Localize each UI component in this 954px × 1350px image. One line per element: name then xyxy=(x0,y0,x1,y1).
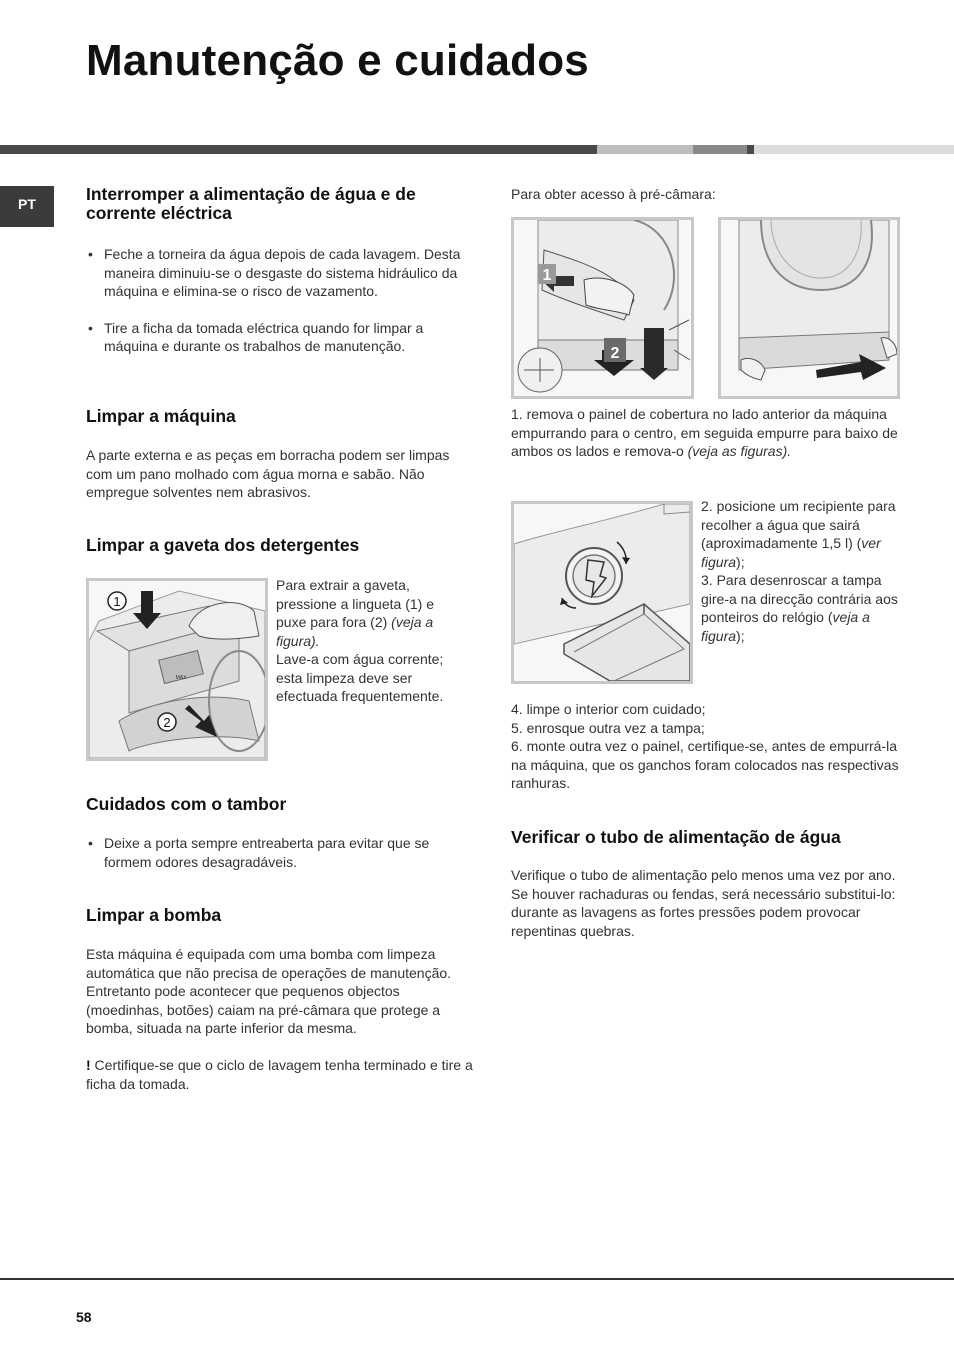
left-column xyxy=(86,185,476,356)
callout-label-1: 1 xyxy=(542,267,552,284)
section-title-interromper: Interromper a alimentação de água e de corrente eléctrica xyxy=(86,184,416,223)
header-band-dark xyxy=(0,145,597,154)
figure-reference: veja a figura xyxy=(701,609,870,644)
figure-reference: (veja a figura). xyxy=(276,614,434,649)
section-title-bomba: Limpar a bomba xyxy=(86,905,222,925)
section-title-limpar-maquina: Limpar a máquina xyxy=(86,406,236,426)
callout-label-2: 2 xyxy=(163,715,171,730)
section-title-tambor: Cuidados com o tambor xyxy=(86,794,287,814)
panel-removal-illustration-2 xyxy=(721,220,897,396)
intro-text: Para obter acesso à pré-câmara: xyxy=(511,186,716,202)
footer-divider xyxy=(0,1278,954,1280)
language-tab: PT xyxy=(0,186,54,227)
section-title-gaveta: Limpar a gaveta dos detergentes xyxy=(86,535,360,555)
body-text: Lave-a com água corrente; esta limpeza deve ser efectuada frequentemente. xyxy=(276,651,444,704)
drawer-text xyxy=(276,576,462,706)
steps-4-6-text xyxy=(511,700,903,793)
panel-removal-illustration-1 xyxy=(514,220,691,396)
callout-label-2: 2 xyxy=(610,345,620,362)
step-4-text: 4. limpe o interior com cuidado; xyxy=(511,701,706,717)
body-text: Para extrair a gaveta, pressione a lingueta (1) e puxe para fora (2) xyxy=(276,577,434,630)
section-title-tubo: Verificar o tubo de alimentação de água xyxy=(511,827,841,847)
warning-mark: ! xyxy=(86,1057,91,1073)
header-band-dark2 xyxy=(693,145,747,154)
figure-reference: (veja as figuras). xyxy=(687,443,792,459)
step-1-text: 1. remova o painel de cobertura no lado anterior da máquina empurrando para o centro, em seguida empurre para baixo de ambos os lados e remova-o (veja as figuras). xyxy=(511,406,898,459)
header-band-light xyxy=(754,145,954,154)
drawer-figure xyxy=(86,578,268,761)
callout-label-1: 1 xyxy=(113,594,121,609)
bullet-text: • Tire a ficha da tomada eléctrica quando for limpar a máquina e durante os trabalhos de manutenção. xyxy=(86,319,476,356)
header-band-notch xyxy=(747,145,754,154)
bullet-text: • Deixe a porta sempre entreaberta para evitar que se formem odores desagradáveis. xyxy=(86,834,479,871)
warning-text: ! Certifique-se que o ciclo de lavagem tenha terminado e tire a ficha da tomada. xyxy=(86,1057,473,1092)
body-text: Esta máquina é equipada com uma bomba com limpeza automática que não precisa de operações de manutenção. Entretanto pode acontecer que pequenos objectos (moedinhas, botões) caiam na pré-câmara que protege a bomba, situada na parte inferior da mesma. xyxy=(86,946,452,1036)
bullet-text: • Feche a torneira da água depois de cada lavagem. Desta maneira diminuiu-se o desgaste do sistema hidráulico da máquina e elimina-se o risco de vazamento. xyxy=(86,245,476,301)
page-number: 58 xyxy=(76,1309,92,1325)
pump-cap-illustration xyxy=(514,504,690,681)
body-text: A parte externa e as peças em borracha podem ser limpas com um pano molhado com água morna e sabão. Não empregue solventes nem abrasivos. xyxy=(86,447,450,500)
header-band-mid xyxy=(597,145,693,154)
page-title: Manutenção e cuidados xyxy=(86,36,589,85)
body-text: Verifique o tubo de alimentação pelo menos uma vez por ano. Se houver rachaduras ou fendas, será necessário substitui-lo: durante as lavagens as fortes pressões podem provocar repentinas quebras. xyxy=(511,867,896,939)
drawer-illustration xyxy=(89,581,265,758)
panel-removal-figure-2 xyxy=(718,217,900,399)
pump-cap-figure xyxy=(511,501,693,684)
step-6-text: 6. monte outra vez o painel, certifique-se, antes de empurrá-la na máquina, que os ganchos foram colocados nas respectivas ranhuras. xyxy=(511,738,899,791)
panel-removal-figure-1 xyxy=(511,217,694,399)
steps-2-3-text: 2. posicione um recipiente para recolher a água que sairá (aproximadamente 1,5 l) (ver figura); 3. Para desenroscar a tampa gire-a na direcção contrária aos ponteiros do relógio (veja a figura); xyxy=(701,498,898,644)
figure-reference: ver figura xyxy=(701,535,881,570)
step-5-text: 5. enrosque outra vez a tampa; xyxy=(511,719,705,736)
max-label: MAX xyxy=(175,675,187,681)
